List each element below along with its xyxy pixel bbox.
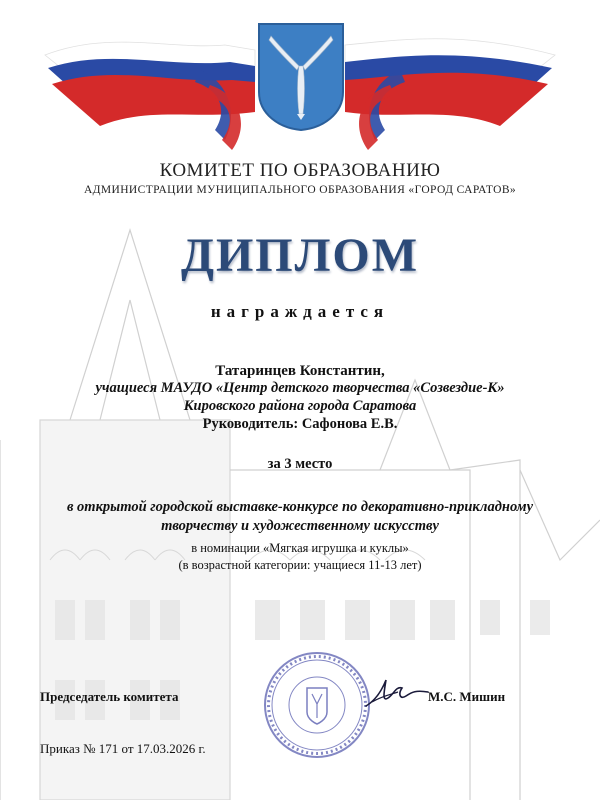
age-category-line: (в возрастной категории: учащиеся 11-13 лет) — [178, 558, 422, 572]
signature — [362, 672, 432, 712]
order-reference: Приказ № 171 от 17.03.2026 г. — [40, 741, 206, 756]
committee-heading: КОМИТЕТ ПО ОБРАЗОВАНИЮ — [159, 160, 441, 181]
recipient-district: Кировского района города Саратова — [183, 398, 417, 414]
administration-heading: АДМИНИСТРАЦИИ МУНИЦИПАЛЬНОГО ОБРАЗОВАНИЯ «ГОРОД САРАТОВ» — [83, 184, 517, 196]
diploma-title: ДИПЛОМ — [180, 229, 420, 282]
chair-name: М.С. Мишин — [428, 689, 506, 704]
contest-line-2: творчеству и художественному искусству — [161, 518, 439, 534]
recipient-supervisor: Руководитель: Сафонова Е.В. — [202, 416, 398, 432]
awarded-label: награждается — [210, 302, 390, 321]
award-place: за 3 место — [267, 456, 333, 472]
recipient-institution: учащиеся МАУДО «Центр детского творчества «Созвездие-К» — [95, 380, 505, 396]
saratov-coat-of-arms-icon — [257, 22, 345, 132]
official-stamp — [262, 650, 372, 760]
contest-line-1: в открытой городской выставке-конкурсе по декоративно-прикладному — [66, 499, 534, 515]
chair-title: Председатель комитета — [40, 689, 179, 704]
nomination-line: в номинации «Мягкая игрушка и куклы» — [191, 541, 409, 555]
recipient-name: Татаринцев Константин, — [215, 363, 385, 379]
